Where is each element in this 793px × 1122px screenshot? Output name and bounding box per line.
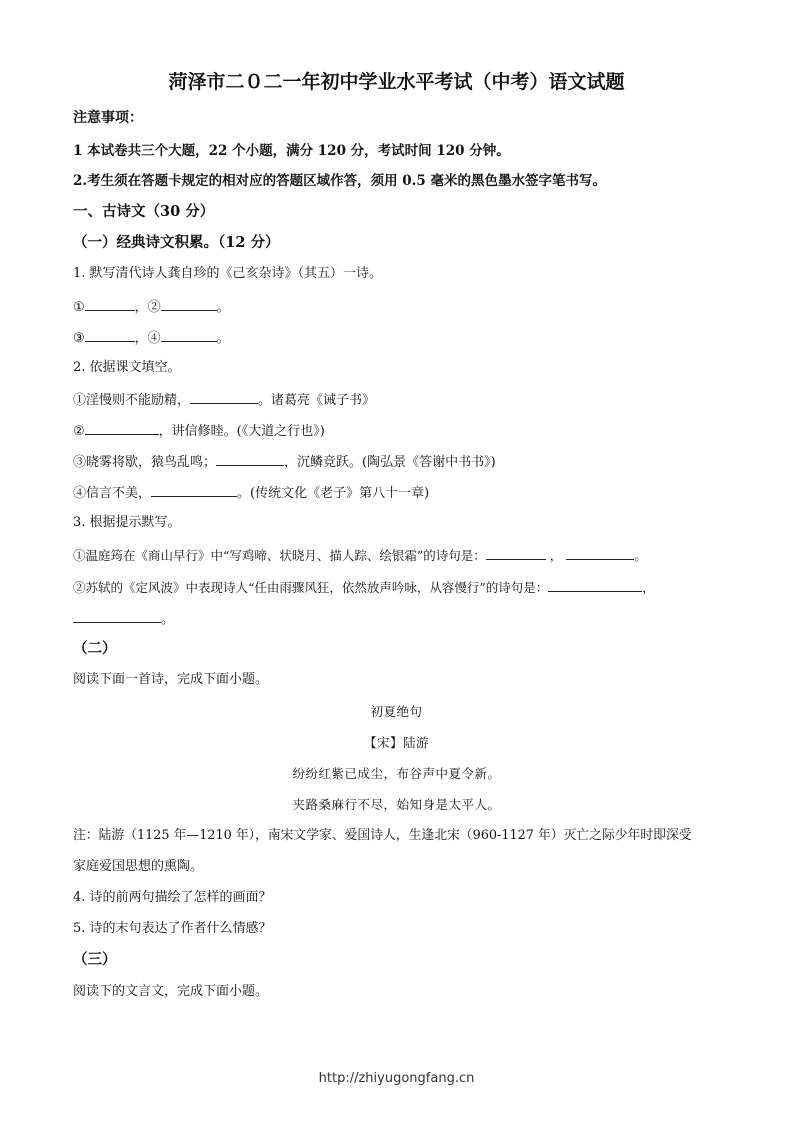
question-2-prompt: 2. 依据课文填空。 — [73, 360, 181, 375]
line-source: 。(传统文化《老子》第八十一章) — [237, 486, 430, 501]
question-1-prompt: 1. 默写清代诗人龚自珍的《己亥杂诗》（其五）一诗。 — [73, 266, 383, 281]
end-mark: 。 — [216, 300, 230, 315]
separator: ，④ — [134, 331, 161, 346]
answer-blank[interactable] — [548, 579, 642, 592]
poem-line-2: 夹路桑麻行不尽，始知身是太平人。 — [292, 797, 501, 812]
line-source: ，沉鳞竞跃。(陶弘景《答谢中书书》) — [284, 455, 496, 470]
part-2-intro: 阅读下面一首诗，完成下面小题。 — [73, 672, 269, 687]
section-1-heading: 一、古诗文（30 分） — [73, 203, 215, 220]
question-5: 5. 诗的末句表达了作者什么情感？ — [73, 921, 272, 936]
notice-item-1: 1 本试卷共三个大题，22 个小题，满分 120 分，考试时间 120 分钟。 — [73, 143, 510, 159]
poem-note-line-2: 家庭爱国思想的熏陶。 — [73, 859, 204, 874]
question-4: 4. 诗的前两句描绘了怎样的画面？ — [73, 890, 272, 905]
end-mark: 。 — [161, 612, 175, 627]
answer-blank[interactable] — [85, 422, 159, 435]
separator: ， — [549, 548, 563, 563]
answer-blank[interactable] — [190, 391, 258, 404]
poem-line-1: 纷纷红紫已成尘，布谷声中夏令新。 — [292, 766, 501, 781]
answer-blank[interactable] — [566, 547, 634, 560]
poem-title: 初夏绝句 — [370, 704, 423, 719]
line-text: ②苏轼的《定风波》中表现诗人“任由雨骤风狂，依然放声吟咏，从容慢行”的诗句是： — [73, 580, 549, 595]
line-text: ④信言不美， — [73, 486, 152, 501]
part-3-heading: （三） — [73, 951, 117, 968]
page-title: 菏泽市二０二一年初中学业水平考试（中考）语文试题 — [168, 71, 625, 93]
line-source: ，讲信修睦。(《大道之行也》) — [158, 424, 325, 439]
line-text: ③晓雾将歇，猿鸟乱鸣； — [73, 455, 217, 470]
marker: ③ — [73, 331, 85, 346]
marker: ① — [73, 300, 85, 315]
answer-blank[interactable] — [161, 298, 217, 311]
notice-item-2: 2.考生须在答题卡规定的相对应的答题区域作答，须用 0.5 毫米的黑色墨水签字笔书写。 — [73, 173, 606, 189]
question-2-line-1 — [73, 391, 375, 409]
line-source: 。诸葛亮《诫子书》 — [258, 393, 376, 408]
line-text: ② — [73, 424, 85, 439]
end-mark: ， — [642, 580, 655, 595]
question-1-row-2 — [73, 329, 230, 347]
part-2-heading: （二） — [73, 640, 117, 657]
answer-blank[interactable] — [486, 547, 546, 560]
question-3-line-1 — [73, 547, 647, 564]
answer-blank[interactable] — [151, 484, 237, 497]
question-3-line-2 — [73, 579, 655, 596]
line-text: ①温庭筠在《商山早行》中“写鸡啼、状晓月、描人踪、绘银霜”的诗句是： — [73, 548, 486, 563]
notice-heading: 注意事项： — [73, 110, 143, 126]
answer-blank[interactable] — [85, 298, 135, 311]
answer-blank[interactable] — [73, 610, 161, 623]
question-1-row-1 — [73, 298, 230, 316]
end-mark: 。 — [216, 331, 230, 346]
question-2-line-4 — [73, 484, 429, 502]
question-3-prompt: 3. 根据提示默写。 — [73, 515, 181, 530]
end-mark: 。 — [634, 548, 647, 563]
line-text: ①淫慢则不能励精， — [73, 393, 191, 408]
answer-blank[interactable] — [85, 329, 135, 342]
part-3-intro: 阅读下的文言文，完成下面小题。 — [73, 984, 269, 999]
footer-url[interactable]: http://zhiyugongfang.cn — [318, 1071, 475, 1086]
question-2-line-3 — [73, 453, 496, 471]
part-1-heading: （一）经典诗文积累。（12 分） — [73, 234, 280, 251]
question-2-line-2 — [73, 422, 325, 440]
answer-blank[interactable] — [161, 329, 217, 342]
separator: ，② — [134, 300, 161, 315]
question-3-line-3 — [73, 610, 174, 628]
answer-blank[interactable] — [216, 453, 284, 466]
poem-note-line-1: 注：陆游（1125 年—1210 年），南宋文学家、爱国诗人，生逢北宋（960-1127 年）灭亡之际少年时即深受 — [73, 828, 692, 843]
poem-author: 【宋】陆游 — [363, 735, 429, 750]
